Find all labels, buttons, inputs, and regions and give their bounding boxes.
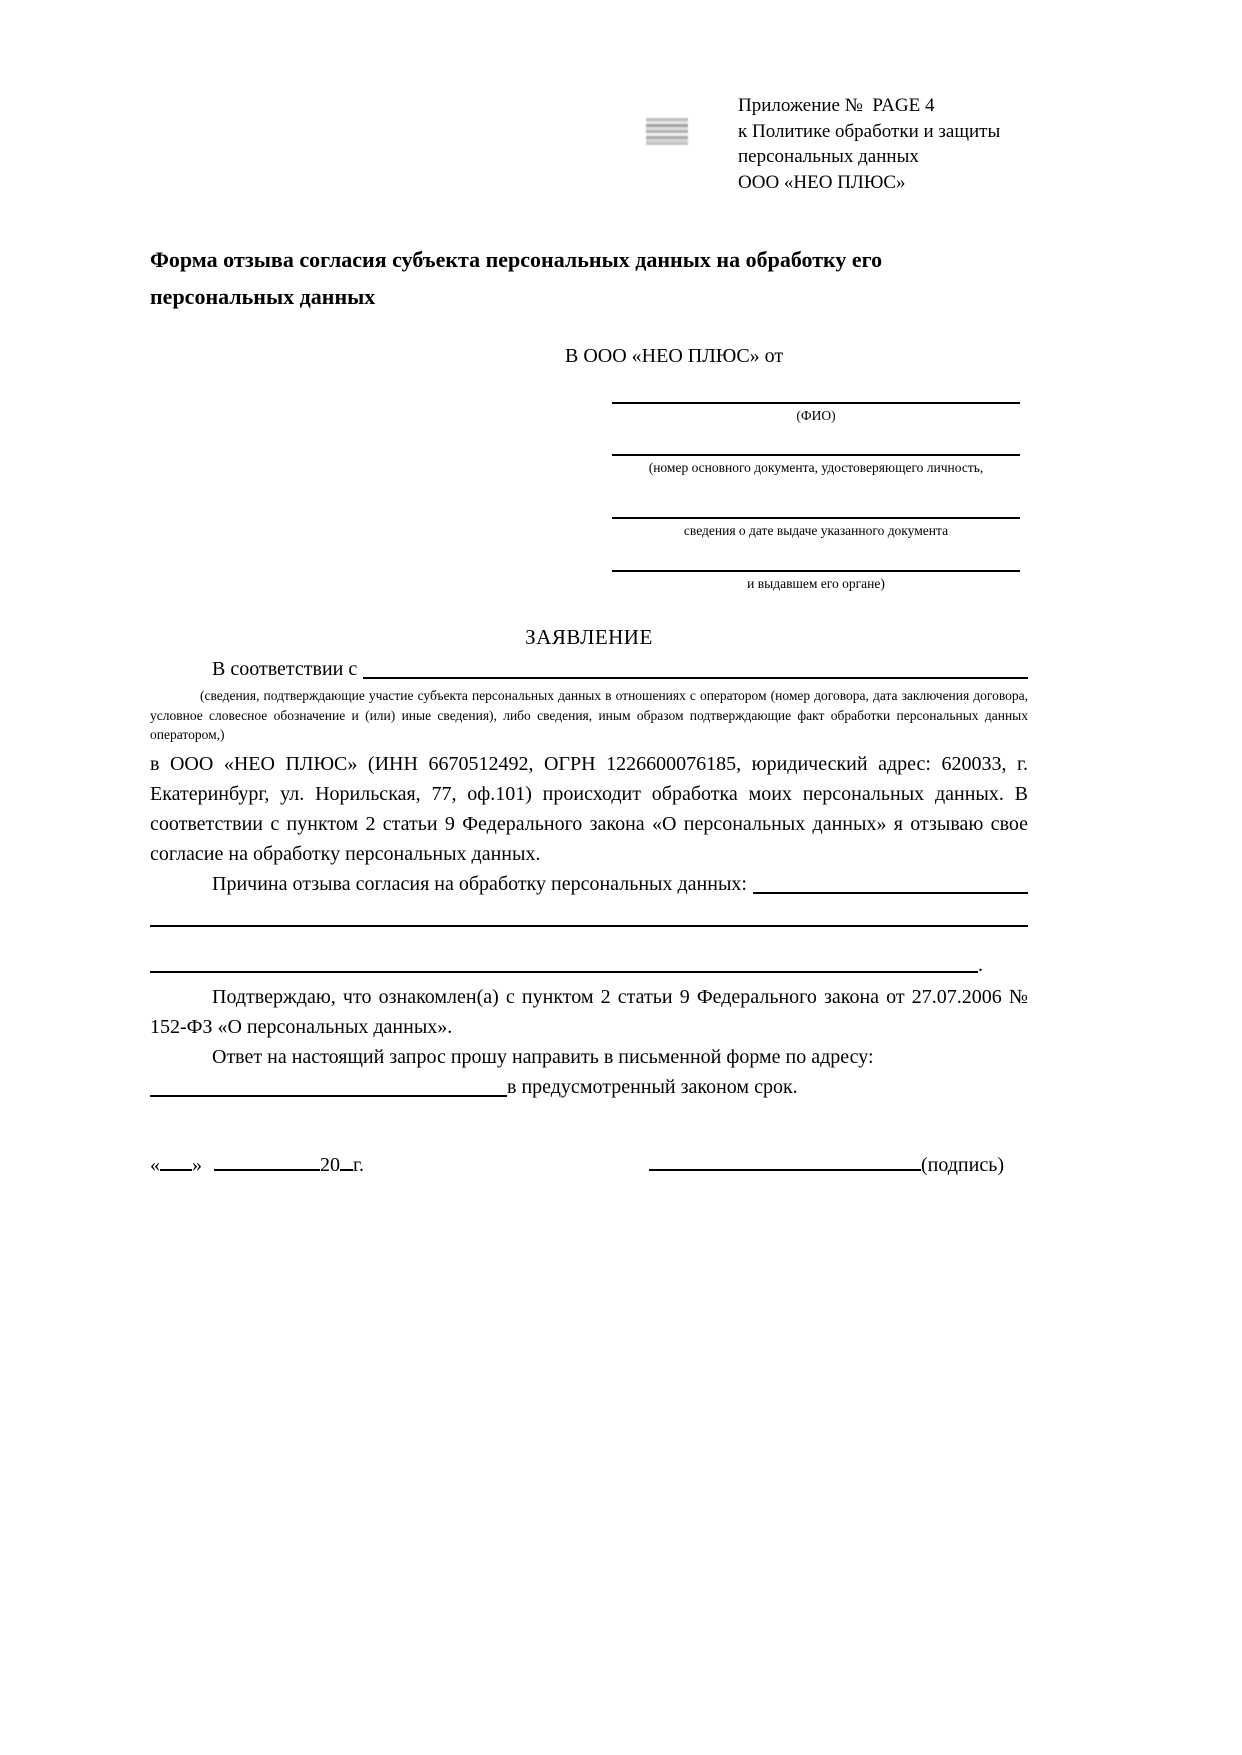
fill-in-line-fio — [612, 402, 1020, 404]
field-caption-issue-date: сведения о дате выдаче указанного документа — [683, 523, 949, 538]
statement-heading: ЗАЯВЛЕНИЕ — [525, 625, 653, 649]
blurred-image-thumbnail-icon — [646, 118, 688, 145]
field-caption-fio: (ФИО) — [796, 408, 836, 423]
reason-prefix: Причина отзыва согласия на обработку персональных данных: — [212, 872, 747, 895]
addressee-fields — [612, 402, 1020, 593]
date-group — [150, 1154, 364, 1177]
fill-in-line-address — [150, 1095, 507, 1097]
policy-reference-line-1: к Политике обработки и защиты — [738, 120, 1001, 142]
fill-in-line-issuing-authority — [612, 570, 1020, 572]
accordance-row — [150, 654, 1028, 684]
accordance-prefix: В соответствии с — [212, 658, 358, 680]
field-caption-document-number: (номер основного документа, удостоверяющего личность, — [648, 460, 984, 475]
reason-row — [150, 869, 1028, 899]
appendix-header-block — [738, 93, 1000, 195]
fill-in-line-document-number — [612, 454, 1020, 456]
page-title: Форма отзыва согласия субъекта персональных данных на обработку его персональных данных — [150, 247, 883, 309]
fill-in-line-reason-3 — [150, 971, 978, 973]
appendix-number-line: Приложение № PAGE 4 — [738, 95, 935, 116]
main-paragraph: в ООО «НЕО ПЛЮС» (ИНН 6670512492, ОГРН 1226600076185, юридический адрес: 620033, г. Екатеринбург, ул. Норильская, 77, оф.101) происходит обработка моих персональных данных. В соответствии с пунктом 2 статьи 9 Федерального закона «О персональных данных» я отзываю свое согласие на обработку персональных данных. — [150, 752, 1028, 865]
reply-request-paragraph: Ответ на настоящий запрос прошу направить в письменной форме по адресу: — [212, 1045, 874, 1068]
date-quote-close: » — [192, 1153, 202, 1176]
fill-in-line-issue-date — [612, 517, 1020, 519]
confirmation-paragraph: Подтверждаю, что ознакомлен(а) с пунктом 2 статьи 9 Федерального закона от 27.07.2006 № 152-ФЗ «О персональных данных». — [150, 985, 1028, 1038]
date-signature-row — [150, 1154, 1028, 1177]
signature-caption: (подпись) — [920, 1153, 1004, 1176]
document-header — [150, 95, 1028, 195]
policy-reference-line-2: персональных данных — [738, 146, 919, 167]
company-name: ООО «НЕО ПЛЮС» — [738, 171, 906, 193]
date-quote-open: « — [150, 1153, 160, 1176]
fill-in-month-blank — [214, 1154, 320, 1171]
reason-line-terminator: . — [978, 953, 983, 976]
reply-request-tail: в предусмотренный законом срок. — [507, 1075, 798, 1098]
fill-in-signature-blank — [649, 1154, 921, 1171]
signature-group — [649, 1154, 1004, 1177]
fill-in-year-blank — [340, 1154, 353, 1171]
year-prefix: 20 — [320, 1153, 340, 1176]
year-suffix: г. — [353, 1153, 364, 1176]
fill-in-line-accordance — [363, 677, 1028, 679]
footnote-text: (сведения, подтверждающие участие субъекта персональных данных в отношениях с оператором (номер договора, дата заключения договора, условное словесное обозначение и (или) иные сведения), либо сведения, иным образом подтверждающие факт обработки персональных данных оператором,) — [150, 688, 1028, 742]
reply-address-row — [150, 1072, 1028, 1102]
reason-last-line-row — [150, 954, 1028, 977]
field-caption-issuing-authority: и выдавшем его органе) — [747, 576, 885, 591]
addressee-line: В ООО «НЕО ПЛЮС» от — [565, 345, 784, 367]
fill-in-day-blank — [160, 1154, 192, 1171]
fill-in-line-reason — [753, 892, 1028, 894]
fill-in-line-reason-2 — [150, 925, 1028, 927]
